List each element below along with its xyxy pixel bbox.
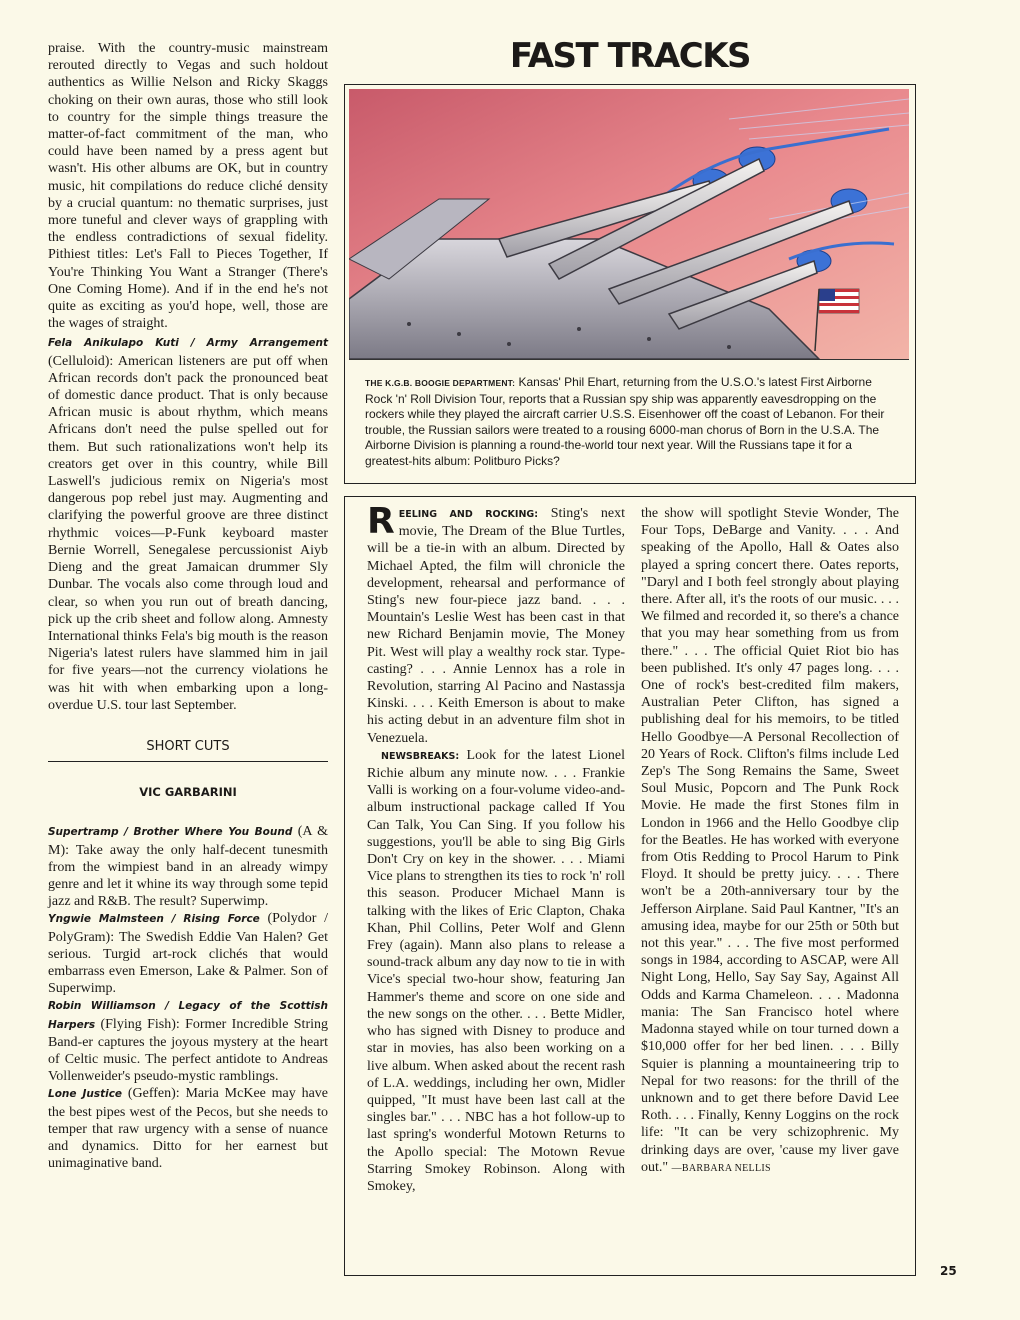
page-number: 25 bbox=[940, 1264, 957, 1278]
byline: VIC GARBARINI bbox=[139, 785, 237, 800]
review-item bbox=[48, 997, 328, 1085]
review-title: Supertramp / Brother Where You Bound bbox=[48, 826, 293, 839]
newsbreaks-text: Look for the latest Lionel Richie album any minute now. . . . Frankie Valli is working on a four-volume video-and-album instructional package called If You Can Talk, You Can Sing. If you follow his suggestions, you'll be able to sing Big Girls Don't Cry on key in the shower. . . . Miami Vice plans to strengthen its ties to rock 'n' roll this season. Producer Michael Mann is talking with the likes of Eric Clapton, Chaka Khan, Phil Collins, Peter Wolf and Glenn Frey (again). Mann also plans to release a sound-track album any day now to tie in with Vice's special two-hour show, featuring Jan Hammer's theme and score on one side and the new songs on the other. . . . Bette Midler, who has signed with Disney to produce and star in movies, has also been working on a live album. When asked about the recent rash of L.A. weddings, including her own, Midler quipped, "It must have been last call at the singles bar." . . . NBC has a hot follow-up to last spring's wonderful Motown Returns to the Apollo special: The Motown Revue Starring Smokey Robinson. Along with Smokey, bbox=[367, 747, 626, 1194]
review-text: (Polydor / PolyGram): The Swedish Eddie Van Halen? Get serious. Turgid art-rock clichés that would embarrass even Emerson, Lake & Palmer. Son of Superwimp. bbox=[48, 911, 329, 997]
newsbreaks-paragraph bbox=[367, 747, 625, 1195]
news-column-2 bbox=[641, 505, 899, 1177]
fela-review-title: Fela Anikulapo Kuti / Army Arrangement bbox=[48, 337, 328, 350]
page-headline: FAST TRACKS bbox=[509, 36, 751, 76]
news-lead-paragraph bbox=[367, 501, 625, 747]
review-item bbox=[48, 1085, 328, 1172]
review-title: Robin Williamson / Legacy of the Scottish Harpers bbox=[48, 1000, 328, 1031]
short-cuts-heading: SHORT CUTS bbox=[48, 738, 328, 762]
news-column-1 bbox=[367, 501, 626, 1195]
caption-department: THE K.G.B. BOOGIE DEPARTMENT: bbox=[365, 378, 516, 388]
photo-caption bbox=[365, 375, 897, 470]
review-item bbox=[48, 823, 328, 910]
battleship-illustration bbox=[349, 89, 909, 360]
left-column bbox=[48, 40, 328, 1172]
author-credit: —BARBARA NELLIS bbox=[671, 1162, 771, 1174]
news-continued-text bbox=[641, 505, 899, 1177]
review-intro-paragraph: praise. With the country-music mainstream rerouted directly to Vegas and such holdout authentics as Willie Nelson and Ricky Skaggs choking on their own auras, those who still look to country for the simple things treasure the matter-of-fact commitment of the man, who could have been named by a press agent but wasn't. His other albums are OK, but in country music, hit compilations do reduce cliché density by a crucial quantum: no thematic surprises, just more tuneful and clever ways of grappling with the endless contradictions of sexual fidelity. Pithiest titles: Let's Fall to Pieces Together, If You're Thinking You Want a Stranger (There's One Coming Home). And if in the end he's not quite as exciting as you'd hope, well, those are the wages of straight. bbox=[48, 41, 328, 332]
caption-text: Kansas' Phil Ehart, returning from the U.S.O.'s latest First Airborne Rock 'n' Roll Division Tour, reports that a Russian spy ship was apparently eavesdropping on the rockers while they played the aircraft carrier U.S.S. Eisenhower off the coast of Lebanon. For their trouble, the Russian sailors were treated to a rousing 6000-man chorus of Born in the U.S.A. The Airborne Division is planning a round-the-world tour next year. Will the Russians tape it for a greatest-hits album: Politburo Picks? bbox=[365, 375, 885, 468]
news-text: the show will spotlight Stevie Wonder, The Four Tops, DeBarge and Vanity. . . . And speaking of the Apollo, Hall & Oates also played a spring concert there. Oates reports, "Daryl and I both feel strongly about playing there. After all, it's the roots of our music. . . . We filmed and recorded it, so there's a chance that you may hear something from us from there." . . . The official Quiet Riot bio has been published. It's only 47 pages long. . . . One of rock's best-credited film makers, Australian Peter Clifton, has signed a publishing deal for his memoirs, to be titled Hello Goodbye—A Personal Recollection of 20 Years of Rock. Clifton's films include Led Zep's The Song Remains the Same, Sweet Soul Music, Popcorn and The Punk Rock Movie. He made the first Stones film in London in 1966 and the Hello Goodbye clip for the Beatles. He has worked with everyone from Otis Redding to Procol Harum to Pink Floyd. It should be pretty juicy. . . . There won't be a 20th-anniversary tour by the Jefferson Airplane. Said Paul Kantner, "It's an amusing idea, maybe for our 25th or 50th but not this year." . . . The five most performed songs in 1984, according to ASCAP, were All Night Long, Hello, Say Say Say, Against All Odds and Karma Chameleon. . . . Madonna mania: The San Francisco hotel where Madonna stayed while on tour turned down a $10,000 offer for her bed linen. . . . Billy Squier is planning a mountaineering trip to Nepal for two reasons: for the thrill of the unknown and to get there before David Lee Roth. . . . Finally, Kenny Loggins on the rock life: "It can be very schizophrenic. My drinking days are over, 'cause my liver gave out." bbox=[641, 506, 899, 1175]
fela-review-text: (Celluloid): American listeners are put off when African records don't pack the pronounced beat of domestic dance product. That is only because African music is about rhythm, which means Africans don't need the pulse spelled out for them. But such rationalizations won't help its creators get over in this country, while Bill Laswell's judicious remix on Nigeria's most dangerous pop rebel just may. Augmenting and clarifying the powerful groove are three distinct rhythmic voices—P-Funk keyboard master Bernie Worrell, Senegalese percussionist Aiyb Dieng and the great Jamaican drummer Sly Dunbar. The vocals also come through loud and clear, so when you run out of breath dancing, pick up the crib sheet and follow along. Amnesty International thinks Fela's big mouth is the reason Nigeria's latest rulers have slammed him in jail for five years—not the currency violations he was hit with when embarking upon a long-overdue U.S. tour last September. bbox=[48, 353, 328, 713]
drop-cap: R bbox=[367, 501, 395, 542]
review-text: (A & M): Take away the only half-decent tunesmith from the wimpiest band in an already wimpy genre and let it whine its way through some tepid jazz and R&B. The result? Superwimp. bbox=[48, 824, 328, 910]
news-text: Sting's next movie, The Dream of the Blue Turtles, will be a tie-in with an album. Directed by Michael Apted, the film will chronicle the development, rehearsal and performance of Sting's new four-piece jazz band. . . . Mountain's Leslie West has been cast in that new Richard Benjamin movie, The Money Pit. West will play a wealthy rock star. Type-casting? . . . Annie Lennox has a role in Revolution, starring Al Pacino and Nastassja Kinski. . . . Keith Emerson is about to make his acting debut in an adventure film shot in Venezuela. bbox=[367, 506, 625, 746]
feature-photo-box bbox=[344, 84, 916, 484]
news-box bbox=[344, 496, 916, 1276]
review-text: (Flying Fish): Former Incredible String Band-er captures the joyous mystery at the heart of Celtic music. The perfect antidote to Andreas Vollenweider's pseudo-mystic ramblings. bbox=[48, 1016, 328, 1085]
newsbreaks-label: NEWSBREAKS: bbox=[381, 750, 460, 762]
review-text: (Geffen): Maria McKee may have the best pipes west of the Pecos, but she needs to temper that raw urgency with a sense of nuance and dynamics. Ditto for her earnest but unimaginative band. bbox=[48, 1086, 328, 1172]
review-title: Yngwie Malmsteen / Rising Force bbox=[48, 913, 260, 926]
lead-in: EELING AND ROCKING: bbox=[398, 509, 539, 520]
review-title: Lone Justice bbox=[48, 1088, 123, 1101]
review-item bbox=[48, 910, 328, 997]
fela-review bbox=[48, 334, 328, 713]
